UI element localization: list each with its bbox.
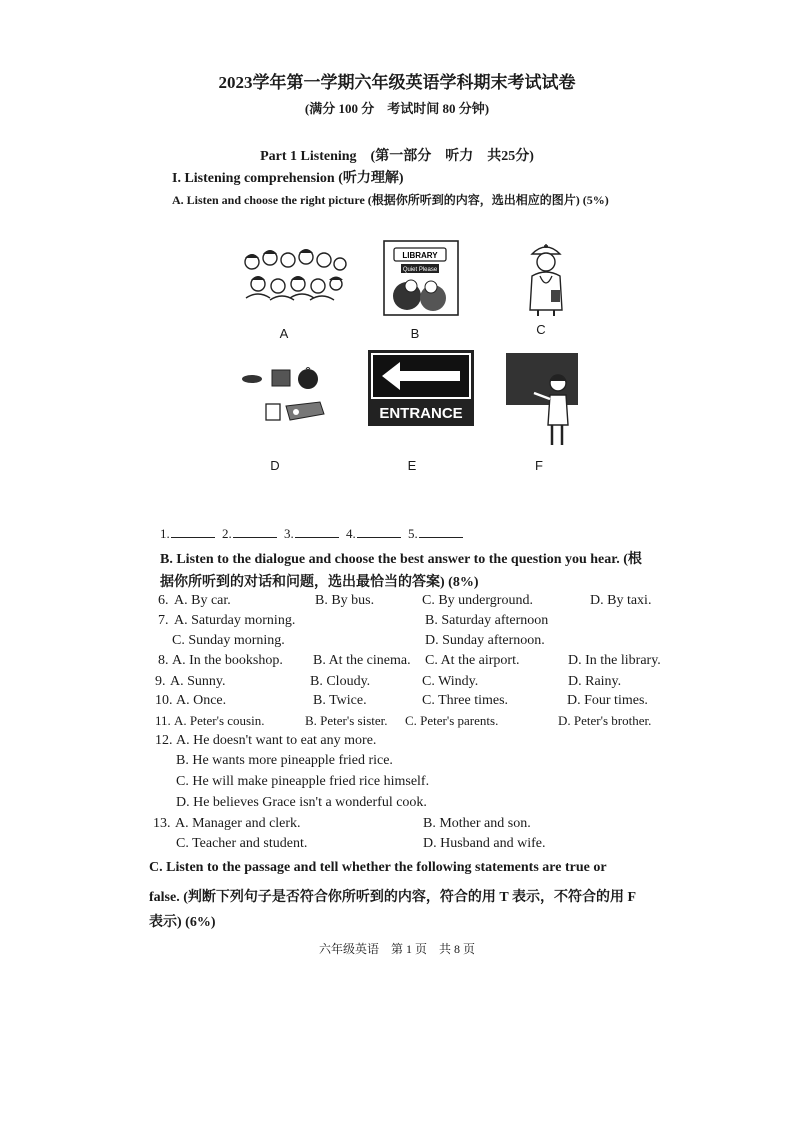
option-a: A. Sunny. — [170, 674, 226, 689]
option-d: D. In the library. — [568, 653, 661, 668]
section-b-instruction-cont: 据你所听到的对话和问题，选出最恰当的答案) (8%) — [160, 575, 479, 590]
answer-blanks — [160, 525, 467, 542]
answer-blank[interactable] — [419, 525, 463, 538]
library-sign-icon — [383, 240, 459, 316]
doctor-icon — [524, 240, 568, 316]
teacher-at-blackboard-icon — [506, 353, 578, 447]
answer-blank[interactable] — [171, 525, 215, 538]
option-d: D. Four times. — [567, 693, 648, 708]
option-a: A. Peter's cousin. — [174, 713, 265, 728]
picture-label: C — [536, 322, 546, 337]
question-12-b — [0, 753, 794, 773]
question-number: 13. — [153, 816, 171, 831]
blank-number: 1. — [160, 526, 170, 541]
question-7 — [0, 613, 794, 633]
picture-label: E — [407, 458, 417, 473]
picture-label: B — [410, 326, 420, 341]
answer-blank[interactable] — [233, 525, 277, 538]
section-c-instruction-cont: false. (判断下列句子是否符合你所听到的内容，符合的用 T 表示，不符合的用 F — [149, 890, 637, 905]
quiet-please-text: Quiet Please — [402, 267, 438, 273]
option-c: C. Peter's parents. — [405, 713, 499, 728]
section-a-instruction: A. Listen and choose the right picture (根据你所听到的内容，选出相应的图片) (5%) — [172, 193, 609, 207]
question-12 — [0, 733, 794, 753]
option-c: C. He will make pineapple fried rice himself. — [176, 774, 430, 789]
question-number: 9. — [155, 674, 166, 689]
option-c: C. Three times. — [422, 693, 509, 708]
option-d: D. Peter's brother. — [558, 713, 652, 728]
option-c: C. Teacher and student. — [176, 836, 308, 851]
option-b: B. Saturday afternoon — [425, 613, 549, 628]
question-7-cont — [0, 633, 794, 653]
option-b: B. By bus. — [315, 593, 375, 608]
answer-blank[interactable] — [357, 525, 401, 538]
option-d: D. Husband and wife. — [423, 836, 546, 851]
option-b: B. Cloudy. — [310, 674, 371, 689]
option-b: B. Twice. — [313, 693, 367, 708]
picture-label: D — [270, 458, 280, 473]
food-items-icon — [240, 366, 326, 426]
exam-title: 2023学年第一学期六年级英语学科期末考试试卷 — [218, 73, 576, 92]
option-c: C. At the airport. — [425, 653, 520, 668]
option-d: D. He believes Grace isn't a wonderful cook. — [176, 795, 427, 810]
entrance-text: ENTRANCE — [379, 405, 463, 422]
option-b: B. At the cinema. — [313, 653, 411, 668]
question-number: 12. — [155, 733, 173, 748]
option-b: B. He wants more pineapple fried rice. — [176, 753, 393, 768]
blank-number: 4. — [346, 526, 356, 541]
option-a: A. Saturday morning. — [174, 613, 296, 628]
exam-subtitle: (满分 100 分 考试时间 80 分钟) — [304, 101, 490, 116]
option-c: C. Windy. — [422, 674, 479, 689]
section-c-instruction-end: 表示) (6%) — [149, 915, 216, 930]
option-a: A. By car. — [174, 593, 231, 608]
option-a: A. He doesn't want to eat any more. — [176, 733, 377, 748]
picture-label: A — [279, 326, 289, 341]
picture-label: F — [535, 458, 543, 473]
option-a: A. In the bookshop. — [172, 653, 283, 668]
question-10 — [0, 693, 794, 713]
option-b: B. Mother and son. — [423, 816, 531, 831]
section-heading: I. Listening comprehension (听力理解) — [172, 171, 404, 186]
blank-number: 3. — [284, 526, 294, 541]
question-12-c — [0, 774, 794, 794]
question-6 — [0, 593, 794, 613]
option-a: A. Manager and clerk. — [175, 816, 301, 831]
option-d: D. Rainy. — [568, 674, 622, 689]
entrance-arrow-sign-icon — [368, 350, 474, 426]
answer-blank[interactable] — [295, 525, 339, 538]
question-number: 6. — [158, 593, 169, 608]
option-d: D. Sunday afternoon. — [425, 633, 545, 648]
option-a: A. Once. — [176, 693, 227, 708]
blank-number: 5. — [408, 526, 418, 541]
section-c-instruction: C. Listen to the passage and tell whether the following statements are true or — [149, 860, 607, 875]
option-c: C. Sunday morning. — [172, 633, 285, 648]
group-of-children-icon — [238, 242, 350, 304]
option-b: B. Peter's sister. — [305, 713, 388, 728]
library-sign-text: LIBRARY — [402, 251, 438, 260]
question-number: 10. — [155, 693, 173, 708]
page-footer: 六年级英语 第 1 页 共 8 页 — [318, 942, 475, 956]
question-13 — [0, 816, 794, 836]
blank-number: 2. — [222, 526, 232, 541]
question-12-d — [0, 795, 794, 815]
part-heading: Part 1 Listening (第一部分 听力 共25分) — [260, 149, 534, 164]
question-number: 8. — [158, 653, 169, 668]
option-d: D. By taxi. — [590, 593, 652, 608]
question-number: 11. — [155, 713, 171, 728]
option-c: C. By underground. — [422, 593, 533, 608]
question-number: 7. — [158, 613, 169, 628]
question-9 — [0, 674, 794, 694]
section-b-instruction: B. Listen to the dialogue and choose the best answer to the question you hear. (根 — [160, 552, 642, 567]
question-8 — [0, 653, 794, 673]
question-13-cont — [0, 836, 794, 856]
question-11 — [0, 713, 794, 733]
